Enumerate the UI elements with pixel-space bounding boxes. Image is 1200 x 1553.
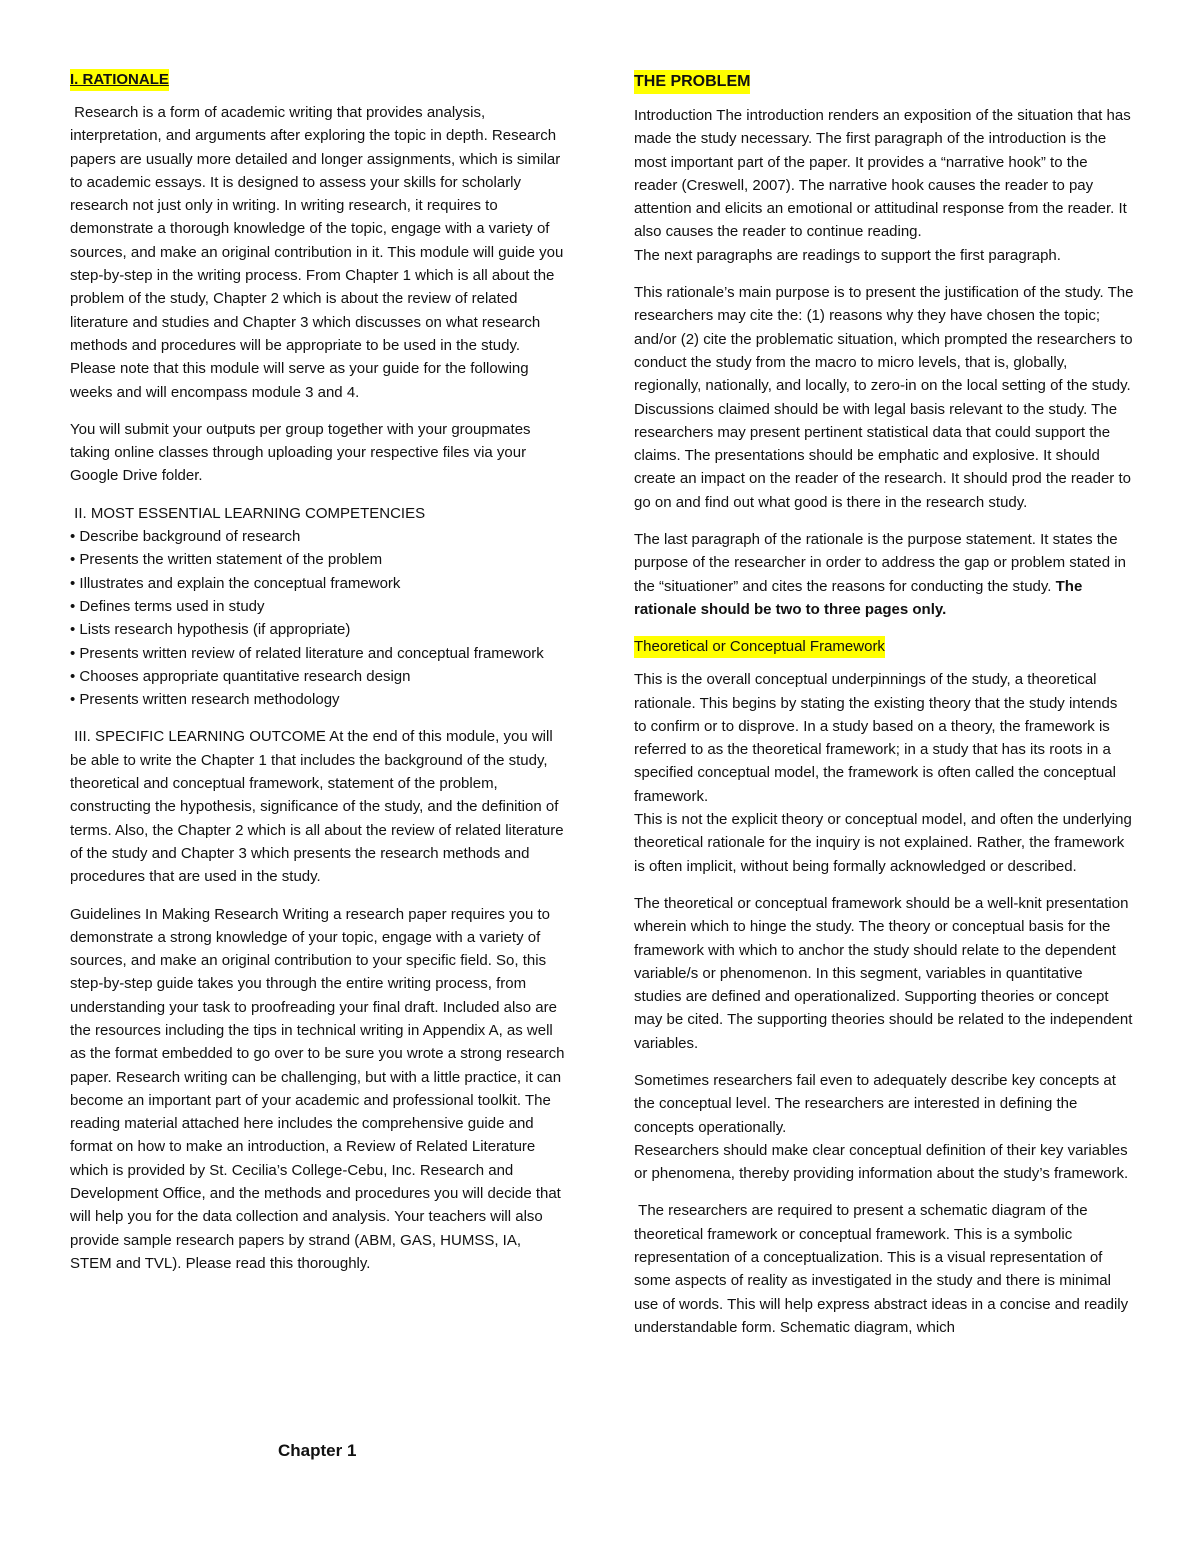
- competencies-list: [70, 502, 565, 712]
- framework-heading: Theoretical or Conceptual Framework: [634, 636, 885, 658]
- list-item: • Defines terms used in study: [70, 597, 265, 615]
- list-item: • Presents written research methodology: [70, 691, 340, 709]
- list-item: • Illustrates and explain the conceptual framework: [70, 574, 401, 592]
- submission-paragraph: You will submit your outputs per group together with your groupmates taking online classes through uploading your respective files via your Google Drive folder.: [70, 420, 531, 485]
- framework-text: This is the overall conceptual underpinnings of the study, a theoretical rationale. This begins by stating the existing theory that the study intends to confirm or to disprove. In a study based on a theory, the framework is referred to as the theoretical framework; in a study that has its roots in a specified conceptual model, the framework is often called the conceptual framework.: [634, 671, 1118, 805]
- list-item: • Presents the written statement of the problem: [70, 551, 383, 569]
- list-item: • Describe background of research: [70, 528, 301, 546]
- list-item: • Lists research hypothesis (if appropriate): [70, 621, 351, 639]
- guidelines-paragraph: Guidelines In Making Research Writing a research paper requires you to demonstrate a strong knowledge of your topic, engage with a variety of sources, and make an original contribution to your specific field. So, this step-by-step guide takes you through the entire writing process, from understanding your task to proofreading your final draft. Included also are the resources including the tips in technical writing in Appendix A, as well as the format embedded to go over to be sure you wrote a strong research paper. Research writing can be challenging, but with a little practice, it can become an important part of your academic and professional toolkit. The reading material attached here includes the comprehensive guide and format on how to make an introduction, a Review of Related Literature which is provided by St. Cecilia’s College-Cebu, Inc. Research and Development Office, and the methods and procedures you will decide that will help you for the data collection and analysis. Your teachers will also provide sample research papers by strand (ABM, GAS, HUMSS, IA, STEM and TVL). Please read this thoroughly.: [70, 905, 565, 1272]
- purpose-emphasis: The rationale should be two to three pages only.: [634, 577, 1083, 618]
- introduction-text-continued: The next paragraphs are readings to support the first paragraph.: [634, 246, 1061, 264]
- framework-text-continued: This is not the explicit theory or conceptual model, and often the underlying theoretical rationale for the inquiry is not explained. Rather, the framework is often implicit, without being formally acknowledged or described.: [634, 811, 1132, 875]
- problem-heading: THE PROBLEM: [634, 70, 750, 94]
- purpose-paragraph: [634, 528, 1134, 621]
- list-item: • Chooses appropriate quantitative research design: [70, 667, 411, 685]
- introduction-paragraph: [634, 104, 1134, 267]
- left-column: [70, 68, 568, 1289]
- key-concepts-text-continued: Researchers should make clear conceptual definition of their key variables or phenomena, thereby providing information about the study’s framework.: [634, 1141, 1129, 1183]
- well-knit-paragraph: The theoretical or conceptual framework should be a well-knit presentation wherein which to hinge the study. The theory or conceptual basis for the framework with which to anchor the study should relate to the dependent variable/s or phenomenon. In this segment, variables in quantitative studies are defined and operationalized. Supporting theories or concept may be cited. The supporting theories should be related to the independent variables.: [634, 894, 1133, 1052]
- framework-paragraph: [634, 668, 1134, 878]
- key-concepts-paragraph: [634, 1069, 1134, 1185]
- list-item: • Presents written review of related literature and conceptual framework: [70, 644, 544, 662]
- purpose-text: The last paragraph of the rationale is the purpose statement. It states the purpose of the researcher in order to address the gap or problem stated in the “situationer” and cites the reasons for conducting the study.: [634, 531, 1126, 595]
- key-concepts-text: Sometimes researchers fail even to adequately describe key concepts at the conceptual level. The researchers are interested in defining the concepts operationally.: [634, 1071, 1116, 1136]
- introduction-text: Introduction The introduction renders an exposition of the situation that has made the study necessary. The first paragraph of the introduction is the most important part of the paper. It provides a “narrative hook” to the reader (Creswell, 2007). The narrative hook causes the reader to pay attention and elicits an emotional or attitudinal response from the reader. It also causes the reader to continue reading.: [634, 107, 1131, 241]
- rationale-paragraph: Research is a form of academic writing that provides analysis, interpretation, and arguments after exploring the topic in depth. Research papers are usually more detailed and longer assignments, which is similar to academic essays. It is designed to assess your skills for scholarly research not just only in writing. In writing research, it requires to demonstrate a thorough knowledge of the topic, engage with a variety of sources, and make an original contribution in it. This module will guide you step-by-step in the writing process. From Chapter 1 which is all about the problem of the study, Chapter 2 which is about the review of related literature and studies and Chapter 3 which discusses on what research methods and procedures will be appropriate to be used in the study. Please note that this module will serve as your guide for the following weeks and will encompass module 3 and 4.: [70, 104, 568, 401]
- justification-paragraph: This rationale’s main purpose is to present the justification of the study. The researchers may cite the: (1) reasons why they have chosen the topic; and/or (2) cite the problematic situation, which prompted the researchers to conduct the study from the macro to micro levels, that is, globally, regionally, nationally, and locally, to zero-in on the local setting of the study. Discussions claimed should be with legal basis relevant to the study. The researchers may present pertinent statistical data that could support the claims. The presentations should be emphatic and explosive. It should create an impact on the reader of the research. It should prod the reader to go on and find out what good is there in the research study.: [634, 284, 1134, 511]
- learning-outcome-paragraph: III. SPECIFIC LEARNING OUTCOME At the end of this module, you will be able to write the Chapter 1 that includes the background of the study, theoretical and conceptual framework, statement of the problem, constructing the hypothesis, significance of the study, and the definition of terms. Also, the Chapter 2 which is all about the review of related literature of the study and Chapter 3 which presents the research methods and procedures that are used in the study.: [70, 728, 568, 886]
- right-column: [634, 70, 1134, 1353]
- competencies-heading: II. MOST ESSENTIAL LEARNING COMPETENCIES: [70, 504, 426, 522]
- chapter-label: Chapter 1: [278, 1441, 357, 1460]
- rationale-heading: I. RATIONALE: [70, 69, 169, 91]
- schematic-paragraph: The researchers are required to present a schematic diagram of the theoretical framework or conceptual framework. This is a symbolic representation of a conceptualization. This is a visual representation of some aspects of reality as investigated in the study and there is minimal use of words. This will help express abstract ideas in a concise and readily understandable form. Schematic diagram, which: [634, 1202, 1133, 1336]
